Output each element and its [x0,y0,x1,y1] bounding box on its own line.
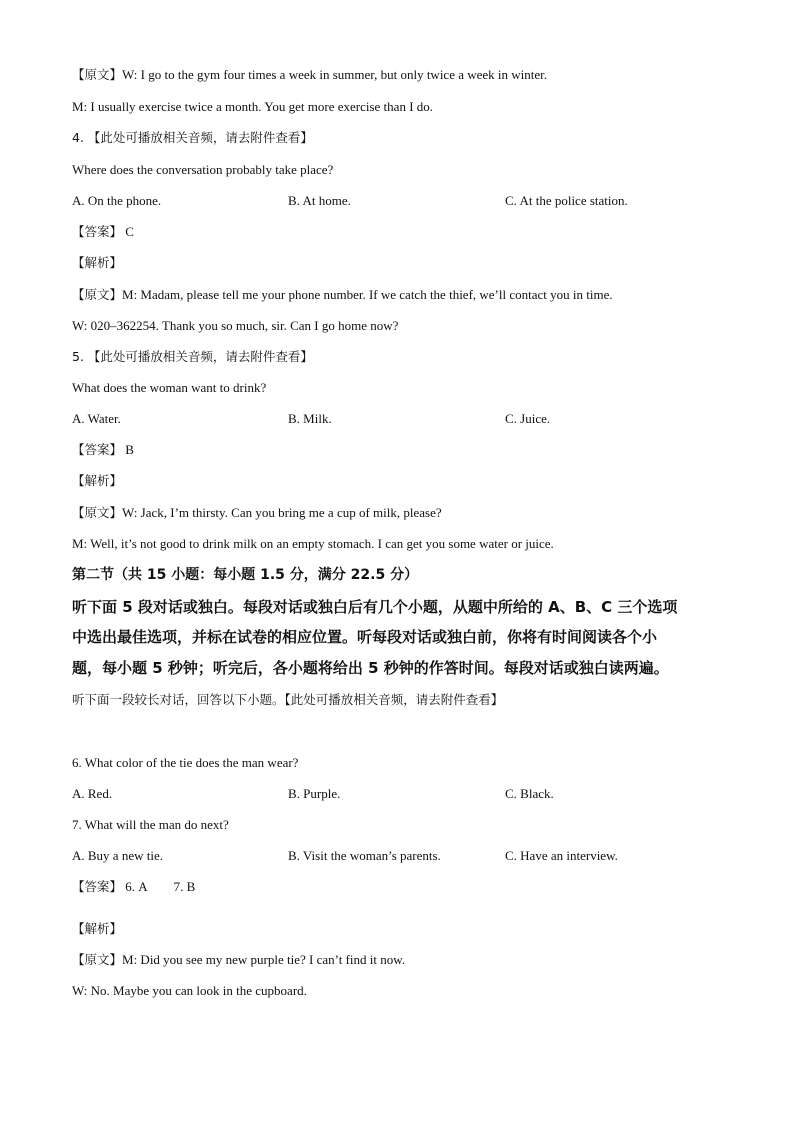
transcript-line [72,66,547,84]
section-instruction: 题，每小题 5 秒钟；听完后，各小题将给出 5 秒钟的作答时间。每段对话或独白读两遍。 [72,659,669,677]
option-a: A. Red. [72,786,113,801]
answer-6: 6. A [125,879,148,894]
answer-line [72,223,134,241]
transcript-tag: 【原文】 [72,952,123,967]
transcript-text: M: Madam, please tell me your phone number. If we catch the thief, we’ll contact you in time. [122,287,613,302]
answer-value: C [125,224,134,239]
transcript-line: W: No. Maybe you can look in the cupboard. [72,983,307,998]
option-c: C. At the police station. [505,193,628,208]
question-4-header: 4. 【此处可播放相关音频，请去附件查看】 [72,130,313,145]
answer-7: 7. B [173,879,196,894]
question-5-header: 5. 【此处可播放相关音频，请去附件查看】 [72,349,313,364]
analysis-tag: 【解析】 [72,473,123,488]
analysis-tag: 【解析】 [72,921,123,936]
transcript-line: M: Well, it’s not good to drink milk on an empty stomach. I can get you some water or juice. [72,536,554,551]
transcript-line: W: 020–362254. Thank you so much, sir. Can I go home now? [72,318,399,333]
transcript-tag: 【原文】 [72,287,123,302]
section-instruction: 听下面 5 段对话或独白。每段对话或独白后有几个小题，从题中所给的 A、B、C 三个选项 [72,598,678,616]
option-c: C. Have an interview. [505,848,618,863]
option-a: A. Buy a new tie. [72,848,163,863]
option-b: B. Purple. [288,786,341,801]
question-6-text: 6. What color of the tie does the man wear? [72,755,299,770]
transcript-text: W: Jack, I’m thirsty. Can you bring me a cup of milk, please? [122,505,442,520]
answer-tag: 【答案】 [72,879,123,894]
answer-value: B [125,442,134,457]
question-5-text: What does the woman want to drink? [72,380,267,395]
transcript-line [72,286,613,304]
option-a: A. Water. [72,411,121,426]
transcript-line: M: I usually exercise twice a month. You get more exercise than I do. [72,99,434,114]
question-7-text: 7. What will the man do next? [72,817,229,832]
option-b: B. Visit the woman’s parents. [288,848,441,863]
option-b: B. At home. [288,193,351,208]
transcript-line [72,951,405,969]
option-c: C. Juice. [505,411,551,426]
answer-line [72,878,195,896]
section-instruction: 中选出最佳选项，并标在试卷的相应位置。听每段对话或独白前，你将有时间阅读各个小 [72,628,658,646]
option-c: C. Black. [505,786,554,801]
analysis-tag: 【解析】 [72,255,123,270]
transcript-tag: 【原文】 [72,67,123,82]
transcript-line [72,504,442,522]
question-4-text: Where does the conversation probably take place? [72,162,334,177]
section-title: 第二节（共 15 小题：每小题 1.5 分，满分 22.5 分） [72,567,419,583]
transcript-text: M: Did you see my new purple tie? I can’t find it now. [122,952,406,967]
answer-line [72,441,134,459]
answer-tag: 【答案】 [72,224,123,239]
answer-tag: 【答案】 [72,442,123,457]
option-a: A. On the phone. [72,193,162,208]
option-b: B. Milk. [288,411,332,426]
transcript-text: W: I go to the gym four times a week in summer, but only twice a week in winter. [122,67,548,82]
transcript-tag: 【原文】 [72,505,123,520]
listen-prompt: 听下面一段较长对话，回答以下小题。【此处可播放相关音频，请去附件查看】 [72,692,504,707]
